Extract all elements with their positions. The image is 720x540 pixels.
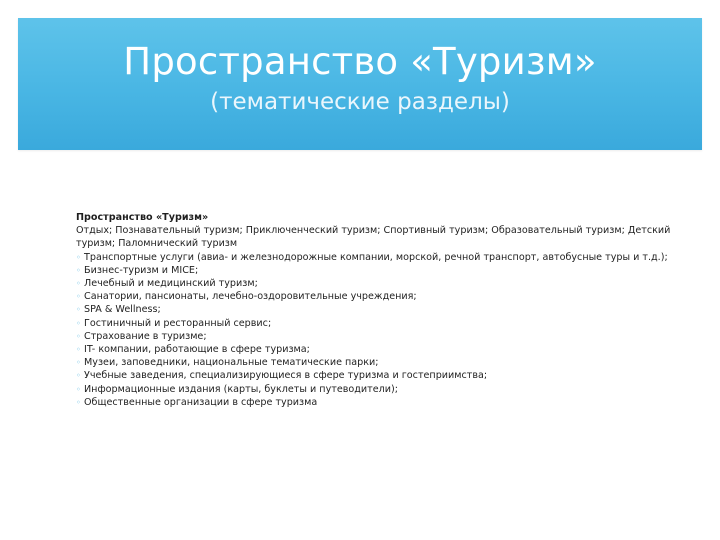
bullet-dot-icon: ◦ xyxy=(76,252,81,262)
content-body xyxy=(76,211,676,409)
bullet-dot-icon: ◦ xyxy=(76,358,81,368)
list-item: ◦ SPA & Wellness; xyxy=(76,304,161,316)
bullet-dot-icon: ◦ xyxy=(76,371,81,381)
intro-text: Отдых; Познавательный туризм; Приключенческий туризм; Спортивный туризм; Образовательный туризм; Детский туризм; Паломнический туризм xyxy=(76,225,671,250)
list-item: ◦ Лечебный и медицинский туризм; xyxy=(76,278,258,290)
list-item: ◦ IT- компании, работающие в сфере туризма; xyxy=(76,344,310,356)
bullet-dot-icon: ◦ xyxy=(76,397,81,407)
bullet-dot-icon: ◦ xyxy=(76,331,81,341)
bullet-dot-icon: ◦ xyxy=(76,279,81,289)
bullet-dot-icon: ◦ xyxy=(76,292,81,302)
list-item: ◦ Информационные издания (карты, буклеты и путеводители); xyxy=(76,383,398,395)
list-item: ◦ Общественные организации в сфере туризма xyxy=(76,396,318,408)
list-item: ◦ Транспортные услуги (авиа- и железнодорожные компании, морской, речной транспорт, автобусные туры и т.д.); xyxy=(76,251,668,263)
slide-subtitle: (тематические разделы) xyxy=(210,89,510,115)
list-item: ◦ Учебные заведения, специализирующиеся в сфере туризма и гостеприимства; xyxy=(76,370,488,382)
content-heading: Пространство «Туризм» xyxy=(76,212,209,223)
list-item: ◦ Страхование в туризме; xyxy=(76,330,207,342)
title-banner xyxy=(18,18,702,150)
list-item: ◦ Бизнес-туризм и MICE; xyxy=(76,264,199,276)
slide-title: Пространство «Туризм» xyxy=(123,40,597,83)
list-item: ◦ Музеи, заповедники, национальные тематические парки; xyxy=(76,357,379,369)
bullet-dot-icon: ◦ xyxy=(76,265,81,275)
bullet-dot-icon: ◦ xyxy=(76,345,81,355)
bullet-dot-icon: ◦ xyxy=(76,305,81,315)
bullet-dot-icon: ◦ xyxy=(76,384,81,394)
list-item: ◦ Гостиничный и ресторанный сервис; xyxy=(76,317,272,329)
list-item: ◦ Санатории, пансионаты, лечебно-оздоровительные учреждения; xyxy=(76,291,417,303)
bullet-dot-icon: ◦ xyxy=(76,318,81,328)
